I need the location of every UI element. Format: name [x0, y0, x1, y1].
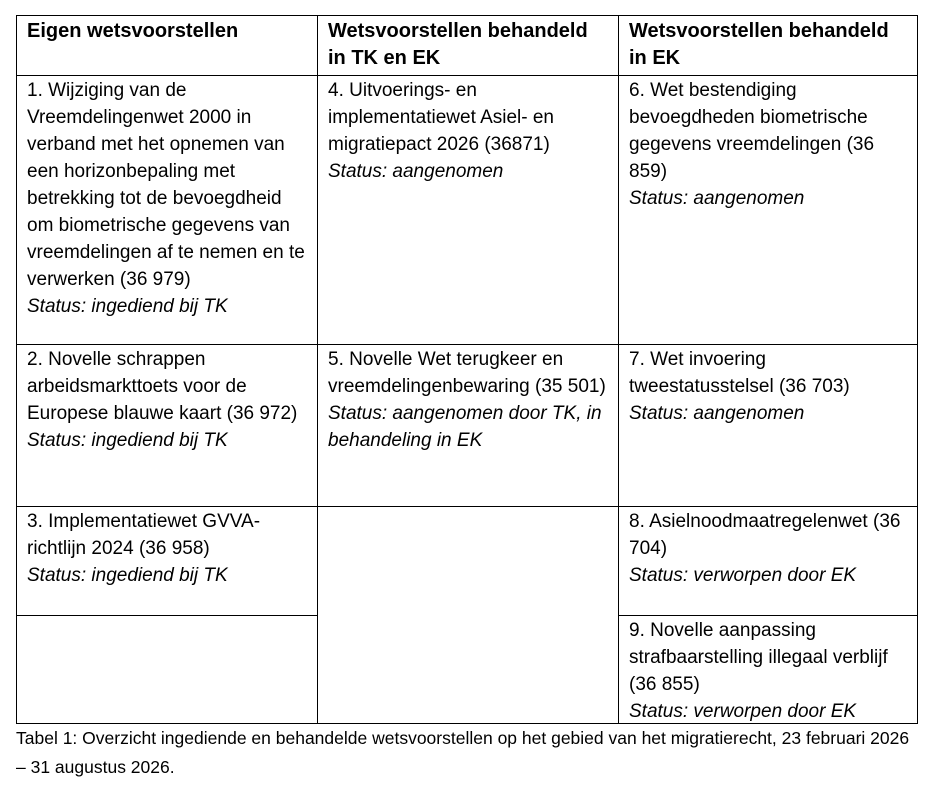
row-divider — [17, 344, 917, 345]
proposal-status: Status: ingediend bij TK — [27, 296, 228, 317]
proposal-title: 8. Asielnoodmaatregelenwet (36 704) — [629, 511, 901, 559]
proposal-title: 9. Novelle aanpassing strafbaarstelling illegaal verblijf (36 855) — [629, 620, 888, 695]
proposal-title: 2. Novelle schrappen arbeidsmarkttoets voor de Europese blauwe kaart (36 972) — [27, 349, 298, 424]
proposal-title: 3. Implementatiewet GVVA-richtlijn 2024 (36 958) — [27, 511, 261, 559]
proposal-status: Status: aangenomen door TK, in behandeling in EK — [328, 403, 602, 451]
column-header-own-proposals: Eigen wetsvoorstellen — [27, 20, 239, 42]
row-divider — [17, 615, 317, 616]
column-header-ek: Wetsvoorstellen behandeld in EK — [629, 20, 889, 69]
table-cell-proposal-7 — [619, 346, 917, 427]
proposal-status: Status: aangenomen — [629, 403, 805, 424]
table-caption: Tabel 1: Overzicht ingediende en behandelde wetsvoorstellen op het gebied van het migratierecht, 23 februari 2026 – 31 augustus 2026. — [16, 728, 910, 777]
proposal-status: Status: ingediend bij TK — [27, 565, 228, 586]
table-cell-proposal-6 — [619, 77, 917, 212]
legislation-table — [16, 15, 918, 724]
proposal-title: 4. Uitvoerings- en implementatiewet Asiel- en migratiepact 2026 (36871) — [328, 80, 554, 155]
proposal-status: Status: ingediend bij TK — [27, 430, 228, 451]
column-header-tk-ek: Wetsvoorstellen behandeld in TK en EK — [328, 20, 588, 69]
proposal-status: Status: verworpen door EK — [629, 701, 857, 722]
proposal-status: Status: verworpen door EK — [629, 565, 857, 586]
table-cell-proposal-9 — [619, 617, 917, 725]
table-cell-proposal-2 — [17, 346, 317, 454]
proposal-title: 5. Novelle Wet terugkeer en vreemdelingenbewaring (35 501) — [328, 349, 606, 397]
proposal-title: 7. Wet invoering tweestatusstelsel (36 703) — [629, 349, 850, 397]
table-cell-proposal-3 — [17, 508, 317, 589]
header-divider — [17, 75, 917, 76]
row-divider — [17, 506, 917, 507]
proposal-status: Status: aangenomen — [629, 188, 805, 209]
table-cell-proposal-5 — [318, 346, 618, 454]
table-cell-proposal-1 — [17, 77, 317, 320]
proposal-status: Status: aangenomen — [328, 161, 504, 182]
row-divider — [618, 615, 917, 616]
table-cell-proposal-8 — [619, 508, 917, 589]
proposal-title: 6. Wet bestendiging bevoegdheden biometrische gegevens vreemdelingen (36 859) — [629, 80, 875, 182]
proposal-title: 1. Wijziging van de Vreemdelingenwet 2000 in verband met het opnemen van een horizonbepaling met betrekking tot de bevoegdheid om biometrische gegevens van vreemdelingen af te nemen en te verwerken (36 979) — [27, 80, 305, 290]
table-cell-proposal-4 — [318, 77, 618, 185]
